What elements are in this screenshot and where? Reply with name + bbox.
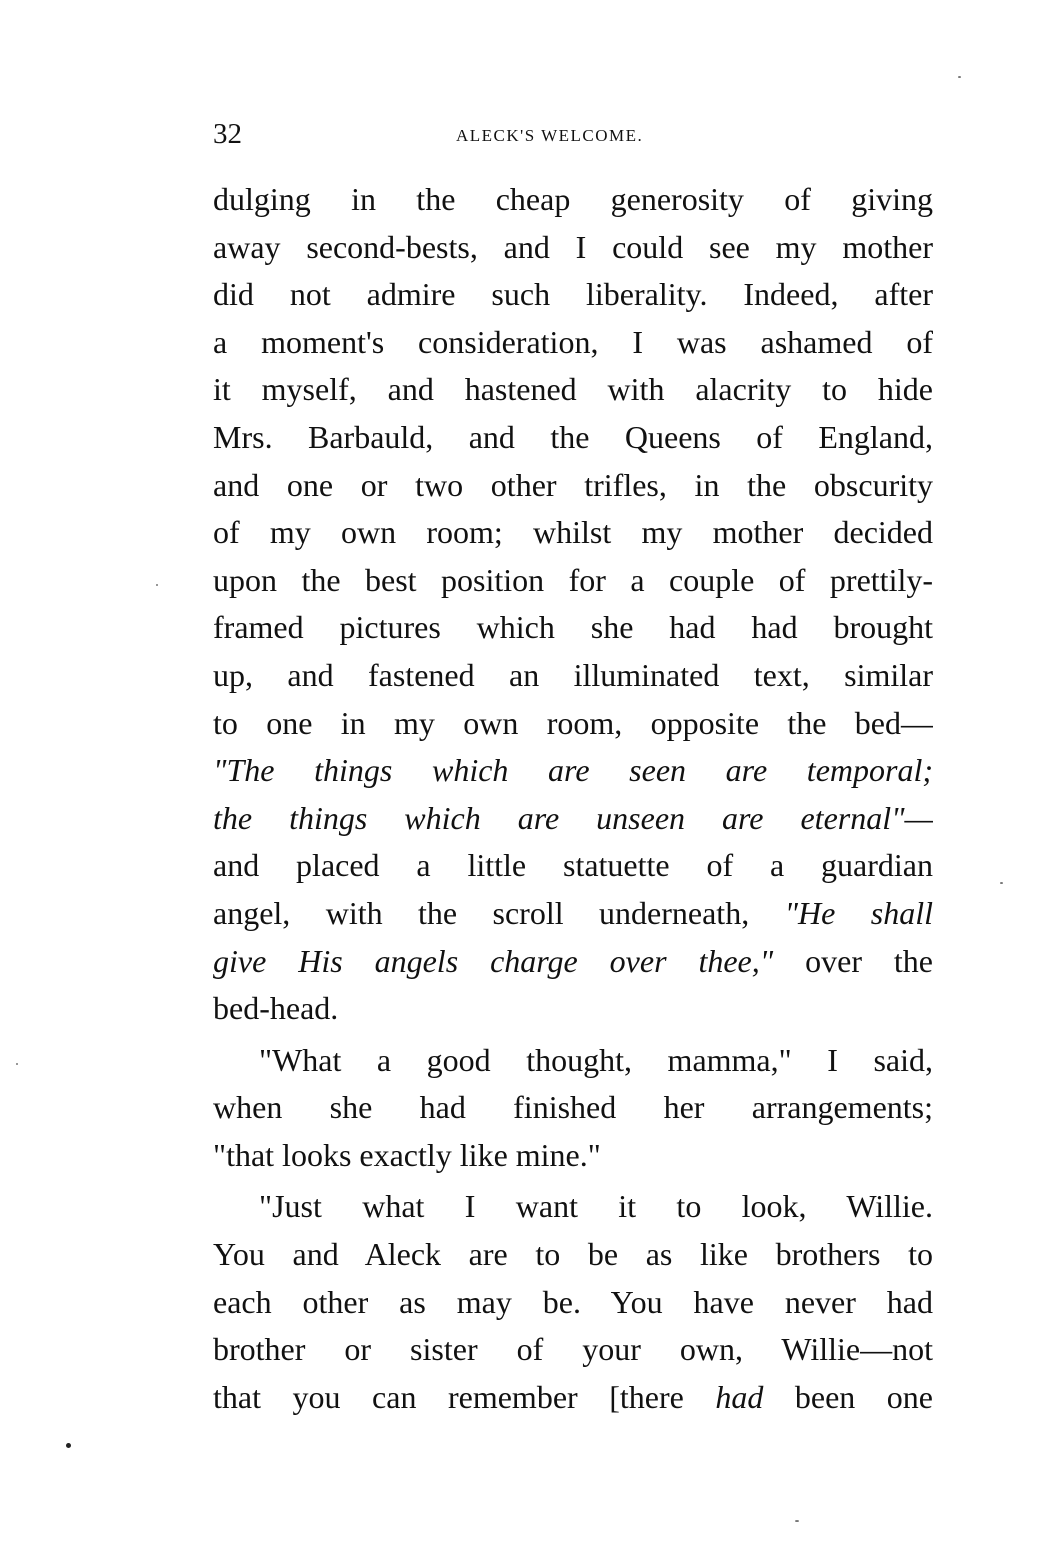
italic-quote: "He shall <box>784 894 933 931</box>
text-line: Mrs. Barbauld, and the Queens of England, <box>213 418 933 455</box>
text-segment: been one <box>763 1378 933 1415</box>
body-text <box>213 176 933 1421</box>
page-number: 32 <box>213 118 242 150</box>
page-header <box>213 112 933 156</box>
scan-speck <box>795 1520 799 1522</box>
text-line: did not admire such liberality. Indeed, after <box>213 276 933 313</box>
text-line: and placed a little statuette of a guardian <box>213 847 933 884</box>
text-line <box>213 938 933 986</box>
text-line: upon the best position for a couple of prettily- <box>213 561 933 598</box>
scripture-quote-line: "The things which are seen are temporal; <box>213 752 933 789</box>
running-title: ALECK'S WELCOME. <box>456 126 644 145</box>
italic-word: had <box>715 1378 764 1415</box>
italic-quote: give His angels charge over thee," <box>213 942 774 979</box>
text-line: and one or two other trifles, in the obscurity <box>213 466 933 503</box>
text-line: a moment's consideration, I was ashamed of <box>213 323 933 360</box>
scan-speck <box>958 76 961 78</box>
text-line <box>213 1374 933 1422</box>
text-line: each other as may be. You have never had <box>213 1283 933 1320</box>
text-line: when she had finished her arrangements; <box>213 1089 933 1126</box>
text-line: to one in my own room, opposite the bed— <box>213 704 933 741</box>
text-line: brother or sister of your own, Willie—not <box>213 1331 933 1368</box>
text-line: dulging in the cheap generosity of giving <box>213 181 933 217</box>
text-segment: angel, with the scroll underneath, <box>213 894 750 931</box>
text-line: up, and fastened an illuminated text, similar <box>213 656 933 693</box>
text-line: "What a good thought, mamma," I said, <box>259 1041 933 1078</box>
text-line: "Just what I want it to look, Willie. <box>259 1188 933 1225</box>
scan-speck <box>16 1063 18 1065</box>
text-segment: that you can remember [there <box>213 1378 716 1415</box>
text-line: "that looks exactly like mine." <box>213 1136 601 1173</box>
text-line <box>213 890 933 938</box>
text-segment: over the <box>773 942 933 979</box>
text-line: You and Aleck are to be as like brothers to <box>213 1236 933 1273</box>
text-line: it myself, and hastened with alacrity to hide <box>213 371 933 408</box>
text-line: bed-head. <box>213 990 339 1027</box>
scan-speck <box>156 584 158 586</box>
scan-speck <box>1000 882 1003 884</box>
text-line: of my own room; whilst my mother decided <box>213 514 933 551</box>
scripture-quote-line: the things which are unseen are eternal"— <box>213 799 933 836</box>
text-line: away second-bests, and I could see my mother <box>213 228 933 265</box>
scan-speck <box>66 1443 71 1448</box>
text-line: framed pictures which she had had brought <box>213 609 933 646</box>
